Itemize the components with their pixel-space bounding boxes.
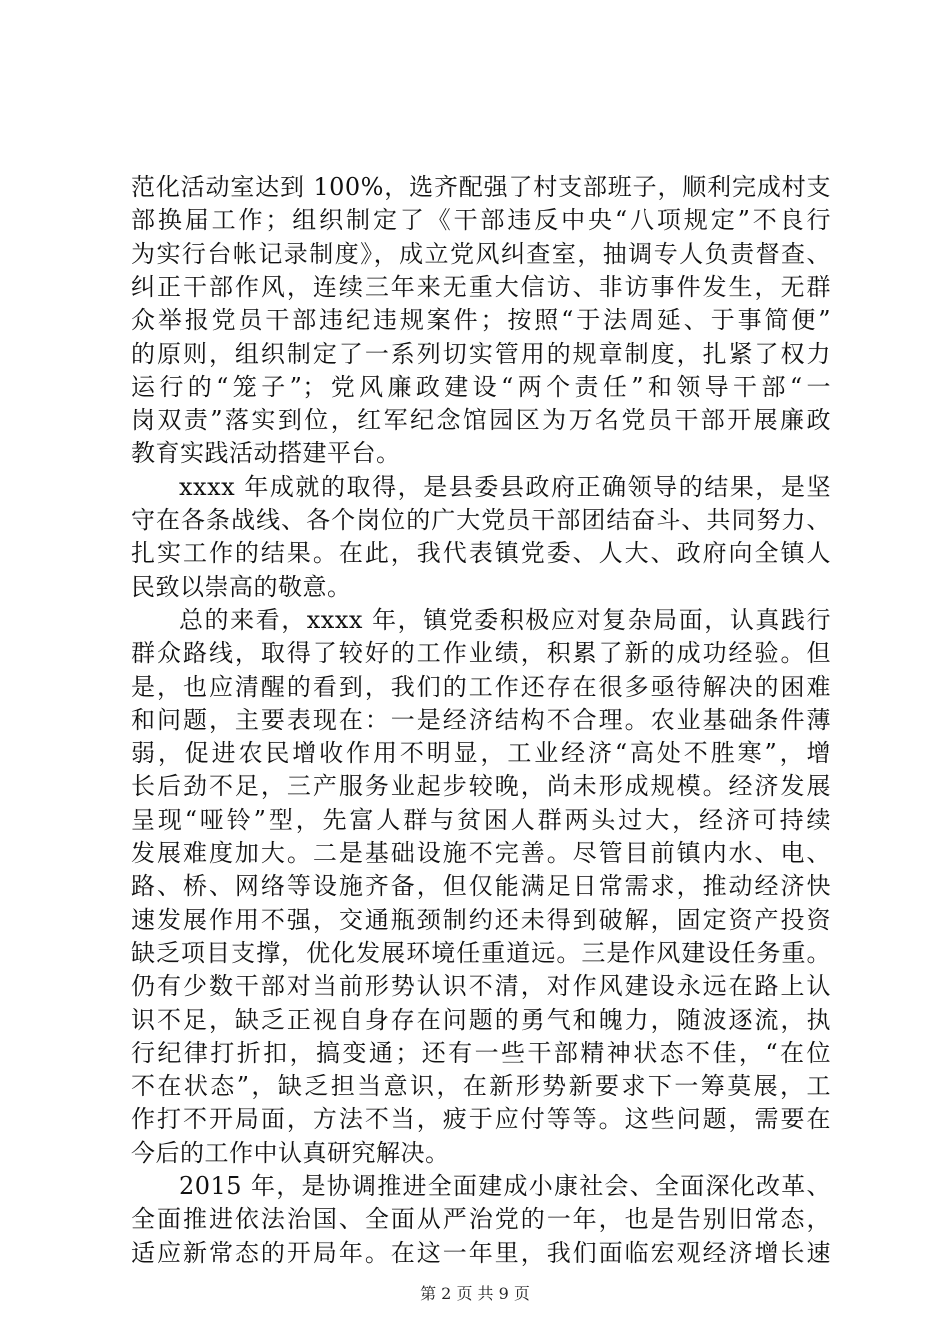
text-line: 众举报党员干部违纪违规案件；按照“于法周延、于事简便” xyxy=(131,306,831,335)
text-line: 岗双责”落实到位，红军纪念馆园区为万名党员干部开展廉政 xyxy=(131,406,831,435)
paragraph-first-line: 总的来看，xxxx 年，镇党委积极应对复杂局面，认真践行 xyxy=(179,605,831,634)
paragraph-first-line: 2015 年，是协调推进全面建成小康社会、全面深化改革、 xyxy=(179,1172,831,1200)
text-line: 呈现“哑铃”型，先富人群与贫困人群两头过大，经济可持续 xyxy=(131,805,831,834)
text-line: 速发展作用不强，交通瓶颈制约还未得到破解，固定资产投资 xyxy=(131,905,831,934)
text-line: 范化活动室达到 100%，选齐配强了村支部班子，顺利完成村支 xyxy=(131,173,831,201)
text-line: 今后的工作中认真研究解决。 xyxy=(131,1138,450,1167)
text-line: 民致以崇高的敬意。 xyxy=(131,572,352,601)
page-footer: 第 2 页 共 9 页 xyxy=(420,1284,530,1303)
text-line: 群众路线，取得了较好的工作业绩，积累了新的成功经验。但 xyxy=(131,639,831,668)
text-line: 长后劲不足，三产服务业起步较晚，尚未形成规模。经济发展 xyxy=(131,772,831,801)
text-line: 适应新常态的开局年。在这一年里，我们面临宏观经济增长速 xyxy=(131,1238,831,1267)
text-line: 弱，促进农民增收作用不明显，工业经济“高处不胜寒”，增 xyxy=(131,739,831,768)
text-line: 行纪律打折扣，搞变通；还有一些干部精神状态不佳，“在位 xyxy=(131,1038,831,1067)
text-line: 为实行台帐记录制度》，成立党风纠查室，抽调专人负责督查、 xyxy=(131,239,831,268)
text-line: 守在各条战线、各个岗位的广大党员干部团结奋斗、共同努力、 xyxy=(131,506,831,534)
text-line: 不在状态”，缺乏担当意识，在新形势新要求下一筹莫展，工 xyxy=(131,1072,831,1101)
text-line: 的原则，组织制定了一系列切实管用的规章制度，扎紧了权力 xyxy=(131,339,831,368)
text-line: 部换届工作；组织制定了《干部违反中央“八项规定”不良行 xyxy=(131,206,831,235)
text-line: 运行的“笼子”；党风廉政建设“两个责任”和领导干部“一 xyxy=(131,372,831,401)
text-line: 识不足，缺乏正视自身存在问题的勇气和魄力，随波逐流，执 xyxy=(131,1005,831,1034)
text-line: 纠正干部作风，连续三年来无重大信访、非访事件发生，无群 xyxy=(131,272,831,301)
text-line: 缺乏项目支撑，优化发展环境任重道远。三是作风建设任务重。 xyxy=(131,938,831,967)
text-line: 扎实工作的结果。在此，我代表镇党委、人大、政府向全镇人 xyxy=(131,539,831,568)
text-line: 作打不开局面，方法不当，疲于应付等等。这些问题，需要在 xyxy=(131,1105,831,1134)
text-line: 发展难度加大。二是基础设施不完善。尽管目前镇内水、电、 xyxy=(131,839,831,867)
text-line: 和问题，主要表现在：一是经济结构不合理。农业基础条件薄 xyxy=(131,705,831,734)
text-line: 是，也应清醒的看到，我们的工作还存在很多亟待解决的困难 xyxy=(131,672,831,701)
paragraph-first-line: xxxx 年成就的取得，是县委县政府正确领导的结果，是坚 xyxy=(179,472,831,501)
text-line: 教育实践活动搭建平台。 xyxy=(131,439,401,468)
text-line: 全面推进依法治国、全面从严治党的一年，也是告别旧常态， xyxy=(131,1205,831,1234)
text-line: 仍有少数干部对当前形势认识不清，对作风建设永远在路上认 xyxy=(131,972,831,1001)
text-line: 路、桥、网络等设施齐备，但仅能满足日常需求，推动经济快 xyxy=(131,872,831,901)
